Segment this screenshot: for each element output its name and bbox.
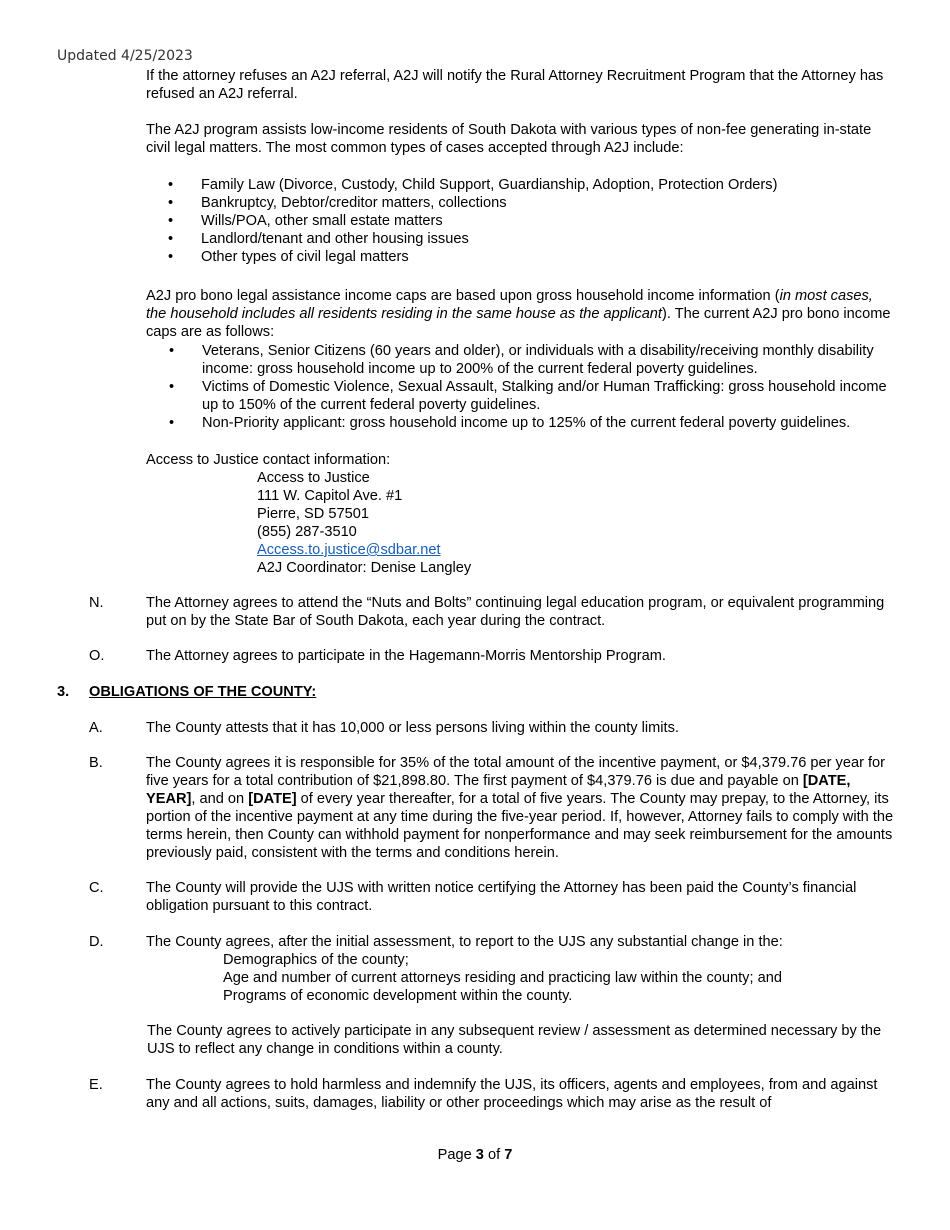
section-number: 3.	[57, 684, 70, 700]
bullet-icon: •	[168, 177, 174, 193]
list-item: • Bankruptcy, Debtor/creditor matters, collections	[168, 195, 507, 211]
bullet-icon: •	[169, 343, 175, 359]
item-d-text: The County agrees, after the initial assessment, to report to the UJS any substantial change in the:	[146, 934, 783, 950]
contact-email-link[interactable]: Access.to.justice@sdbar.net	[257, 542, 441, 558]
item-b-letter: B.	[89, 755, 103, 771]
page-total: 7	[504, 1147, 513, 1163]
list-item: • Family Law (Divorce, Custody, Child Support, Guardianship, Adoption, Protection Orders)	[168, 177, 778, 193]
item-a-letter: A.	[89, 720, 103, 736]
list-item: • Landlord/tenant and other housing issues	[168, 231, 469, 247]
income-caps-list	[169, 342, 902, 432]
list-item: • Victims of Domestic Violence, Sexual Assault, Stalking and/or Human Trafficking: gross household income up to 150% of the current federal poverty guidelines.	[169, 379, 887, 413]
bullet-icon: •	[169, 379, 175, 395]
item-d-list	[223, 951, 782, 1005]
list-item: • Veterans, Senior Citizens (60 years and older), or individuals with a disability/receiving monthly disability income: gross household income up to 200% of the current federal poverty guidelines.	[169, 343, 874, 377]
item-d-followup: The County agrees to actively participate in any subsequent review / assessment as determined necessary by the UJS to reflect any change in conditions within a county.	[147, 1023, 882, 1057]
bullet-icon: •	[168, 195, 174, 211]
list-item: • Other types of civil legal matters	[168, 249, 409, 265]
list-item: Demographics of the county;	[223, 952, 409, 968]
item-b-text: The County agrees it is responsible for 35% of the total amount of the incentive payment, or $4,379.76 per year for five years for a total contribution of $21,898.80. The first payment of $4,379.76 is due and payable on [DATE, YEAR], and on [DATE] of every year thereafter, for a total of five years. The County may prepay, to the Attorney, its portion of the incentive payment at any time during the five-year period. If, however, Attorney fails to comply with the terms herein, then County can withhold payment for nonperformance and may seek reimbursement for the amounts previously paid, consistent with the terms and conditions herein.	[146, 755, 894, 861]
bullet-icon: •	[169, 415, 175, 431]
contact-label: Access to Justice contact information:	[146, 452, 391, 468]
list-item: Programs of economic development within the county.	[223, 988, 573, 1004]
item-c-letter: C.	[89, 880, 104, 896]
bullet-icon: •	[168, 249, 174, 265]
contact-name: Access to Justice	[257, 470, 370, 486]
case-types-list	[168, 176, 901, 266]
income-caps-paragraph: A2J pro bono legal assistance income caps are based upon gross household income information (in most cases, the household includes all residents residing in the same house as the applicant). The current A2J pro bono income caps are as follows:	[146, 288, 891, 340]
bullet-icon: •	[168, 213, 174, 229]
updated-date-header: Updated 4/25/2023	[57, 48, 193, 64]
list-item: • Wills/POA, other small estate matters	[168, 213, 443, 229]
item-e-text: The County agrees to hold harmless and indemnify the UJS, its officers, agents and employees, from and against any and all actions, suits, damages, liability or other proceedings which may arise as the result of	[146, 1077, 878, 1111]
list-item: Age and number of current attorneys residing and practicing law within the county; and	[223, 970, 782, 986]
item-a-text: The County attests that it has 10,000 or less persons living within the county limits.	[146, 720, 679, 736]
contact-city: Pierre, SD 57501	[257, 506, 369, 522]
refusal-paragraph: If the attorney refuses an A2J referral, A2J will notify the Rural Attorney Recruitment Program that the Attorney has refused an A2J referral.	[146, 68, 884, 102]
item-n-text: The Attorney agrees to attend the “Nuts and Bolts” continuing legal education program, or equivalent programming put on by the State Bar of South Dakota, each year during the contract.	[146, 595, 885, 629]
contact-coordinator: A2J Coordinator: Denise Langley	[257, 560, 472, 576]
page-number: 3	[475, 1147, 484, 1163]
section-title: OBLIGATIONS OF THE COUNTY:	[89, 684, 317, 700]
list-item: • Non-Priority applicant: gross household income up to 125% of the current federal poverty guidelines.	[169, 415, 851, 431]
contact-address: 111 W. Capitol Ave. #1	[257, 488, 403, 504]
bullet-icon: •	[168, 231, 174, 247]
item-c-text: The County will provide the UJS with written notice certifying the Attorney has been paid the County’s financial obligation pursuant to this contract.	[146, 880, 857, 914]
item-d-letter: D.	[89, 934, 104, 950]
item-n-letter: N.	[89, 595, 104, 611]
item-e-letter: E.	[89, 1077, 103, 1093]
item-o-letter: O.	[89, 648, 105, 664]
page-footer: Page 3 of 7	[437, 1147, 513, 1163]
contact-phone: (855) 287-3510	[257, 524, 357, 540]
item-o-text: The Attorney agrees to participate in the Hagemann-Morris Mentorship Program.	[146, 648, 666, 664]
a2j-assists-paragraph: The A2J program assists low-income residents of South Dakota with various types of non-fee generating in-state civil legal matters. The most common types of cases accepted through A2J include:	[146, 122, 872, 156]
contact-block	[257, 469, 471, 577]
